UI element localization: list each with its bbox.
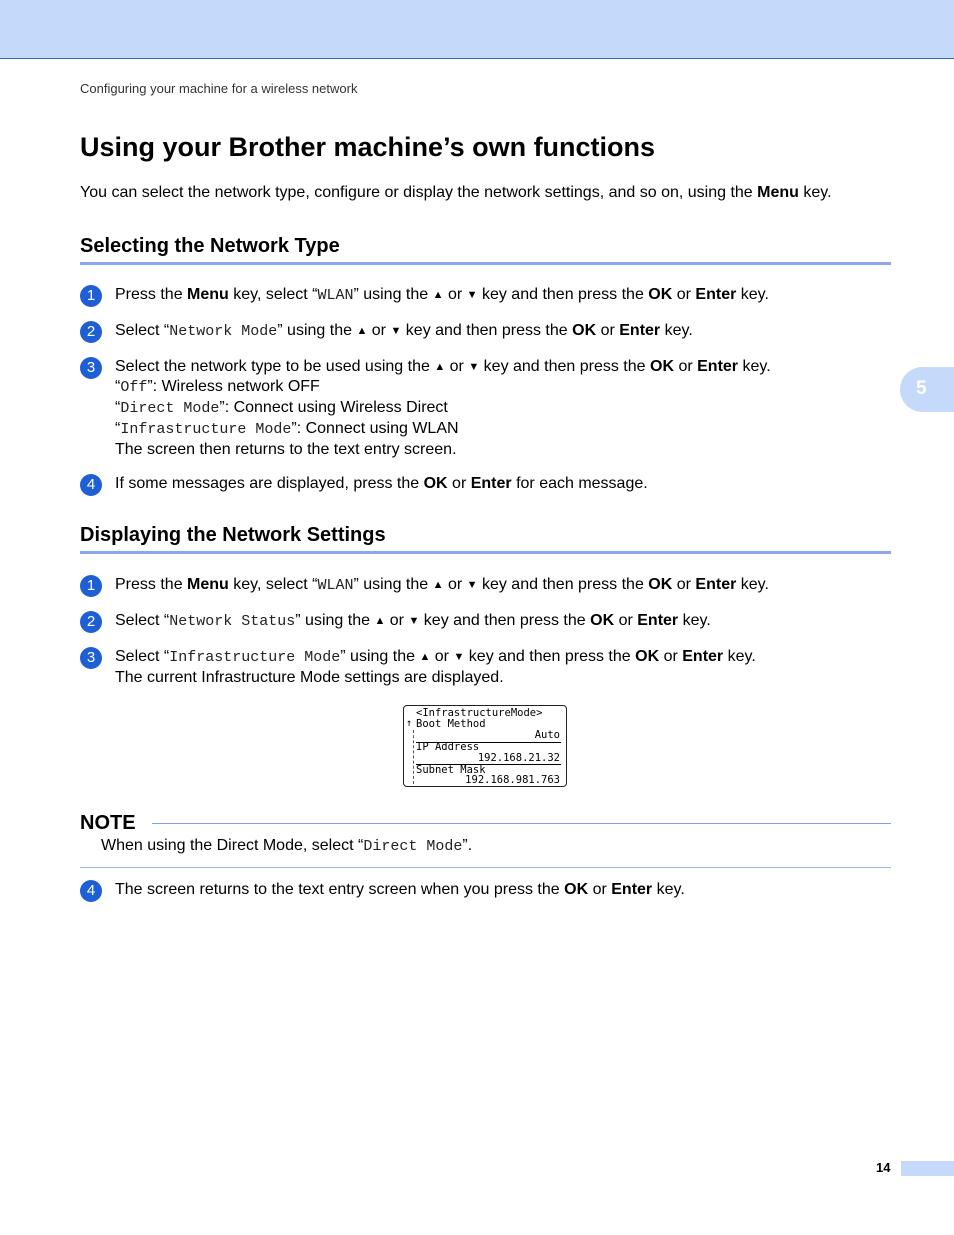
section-heading-network-settings: Displaying the Network Settings — [80, 524, 891, 554]
step-number: 3 — [80, 647, 102, 669]
option-infrastructure-mode: “Infrastructure Mode”: Connect using WLAN — [115, 420, 459, 438]
lcd-mask-label: Subnet Mask — [416, 764, 486, 776]
lcd-boot-label: Boot Method — [416, 718, 486, 730]
section-heading-network-type: Selecting the Network Type — [80, 235, 891, 265]
down-arrow-icon: ▼ — [453, 651, 465, 663]
option-off: “Off”: Wireless network OFF — [115, 378, 320, 396]
step-text: Select “Infrastructure Mode” using the ▲ or ▼ key and then press the OK or Enter key. The current Infrastructure Mode settings are displayed. — [115, 647, 891, 688]
page-number: 14 — [876, 1160, 891, 1175]
down-arrow-icon: ▼ — [466, 579, 478, 591]
step-text: Select the network type to be used using the ▲ or ▼ key and then press the OK or Enter key. “Off”: Wireless network OFF “Direct Mode”: Connect using Wireless Direct “Infrastructure Mode”: Connect using WLAN The screen then returns to the text entry screen. — [115, 357, 891, 460]
lcd-ip-label: IP Address — [416, 741, 480, 753]
page-title: Using your Brother machine’s own functions — [80, 132, 656, 162]
chapter-number: 5 — [916, 378, 927, 399]
option-direct-mode: “Direct Mode”: Connect using Wireless Direct — [115, 399, 448, 417]
down-arrow-icon: ▼ — [468, 361, 480, 373]
down-arrow-icon: ▼ — [408, 615, 420, 627]
menu-value: Network Status — [169, 613, 296, 630]
intro-paragraph — [80, 184, 832, 202]
step-text: Press the Menu key, select “WLAN” using the ▲ or ▼ key and then press the OK or Enter key. — [115, 286, 769, 304]
up-arrow-icon: ▲ — [434, 361, 446, 373]
step-note: The current Infrastructure Mode settings are displayed. — [115, 669, 504, 686]
intro-text: You can select the network type, configure or display the network settings, and so on, using the — [80, 184, 758, 201]
note-divider-top — [152, 823, 891, 824]
lcd-ip-value: 192.168.21.32 — [477, 752, 560, 764]
menu-value: WLAN — [317, 577, 354, 594]
step-text: Press the Menu key, select “WLAN” using the ▲ or ▼ key and then press the OK or Enter key. — [115, 576, 769, 594]
note-title: NOTE — [80, 812, 136, 834]
note-divider-bottom — [80, 867, 891, 868]
up-arrow-icon: ▲ — [356, 325, 368, 337]
lcd-title: <InfrastructureMode> — [416, 707, 543, 719]
step-text: If some messages are displayed, press the OK or Enter for each message. — [115, 475, 648, 492]
menu-value: Network Mode — [169, 323, 278, 340]
lcd-mask-value: 192.168.981.763 — [465, 774, 560, 786]
intro-tail: key. — [798, 184, 832, 201]
chapter-tab — [900, 367, 954, 412]
lcd-screen — [403, 705, 567, 787]
header-band — [0, 0, 954, 59]
step-number: 3 — [80, 357, 102, 379]
down-arrow-icon: ▼ — [466, 289, 478, 301]
up-arrow-icon: ▲ — [374, 615, 386, 627]
step-number: 4 — [80, 880, 102, 902]
step-note: The screen then returns to the text entry screen. — [115, 441, 457, 458]
menu-value: Direct Mode — [363, 838, 463, 855]
menu-value: Infrastructure Mode — [169, 649, 341, 666]
up-arrow-icon: ▲ — [419, 651, 431, 663]
menu-key-label: Menu — [757, 184, 799, 201]
lcd-boot-value: Auto — [534, 729, 560, 741]
step-number: 1 — [80, 285, 102, 307]
step-number: 1 — [80, 575, 102, 597]
menu-value: WLAN — [317, 287, 354, 304]
running-head: Configuring your machine for a wireless network — [80, 81, 358, 96]
note-text: When using the Direct Mode, select “Direct Mode”. — [101, 837, 473, 855]
step-text: Select “Network Mode” using the ▲ or ▼ key and then press the OK or Enter key. — [115, 322, 693, 340]
step-text: The screen returns to the text entry screen when you press the OK or Enter key. — [115, 881, 685, 898]
step-text: Select “Network Status” using the ▲ or ▼ key and then press the OK or Enter key. — [115, 612, 711, 630]
step-number: 2 — [80, 321, 102, 343]
up-arrow-icon: ▲ — [432, 289, 444, 301]
down-arrow-icon: ▼ — [390, 325, 402, 337]
footer-band — [901, 1161, 954, 1176]
scroll-track — [413, 730, 414, 784]
scroll-up-icon: ↑ — [406, 718, 413, 729]
step-number: 2 — [80, 611, 102, 633]
step-number: 4 — [80, 474, 102, 496]
up-arrow-icon: ▲ — [432, 579, 444, 591]
